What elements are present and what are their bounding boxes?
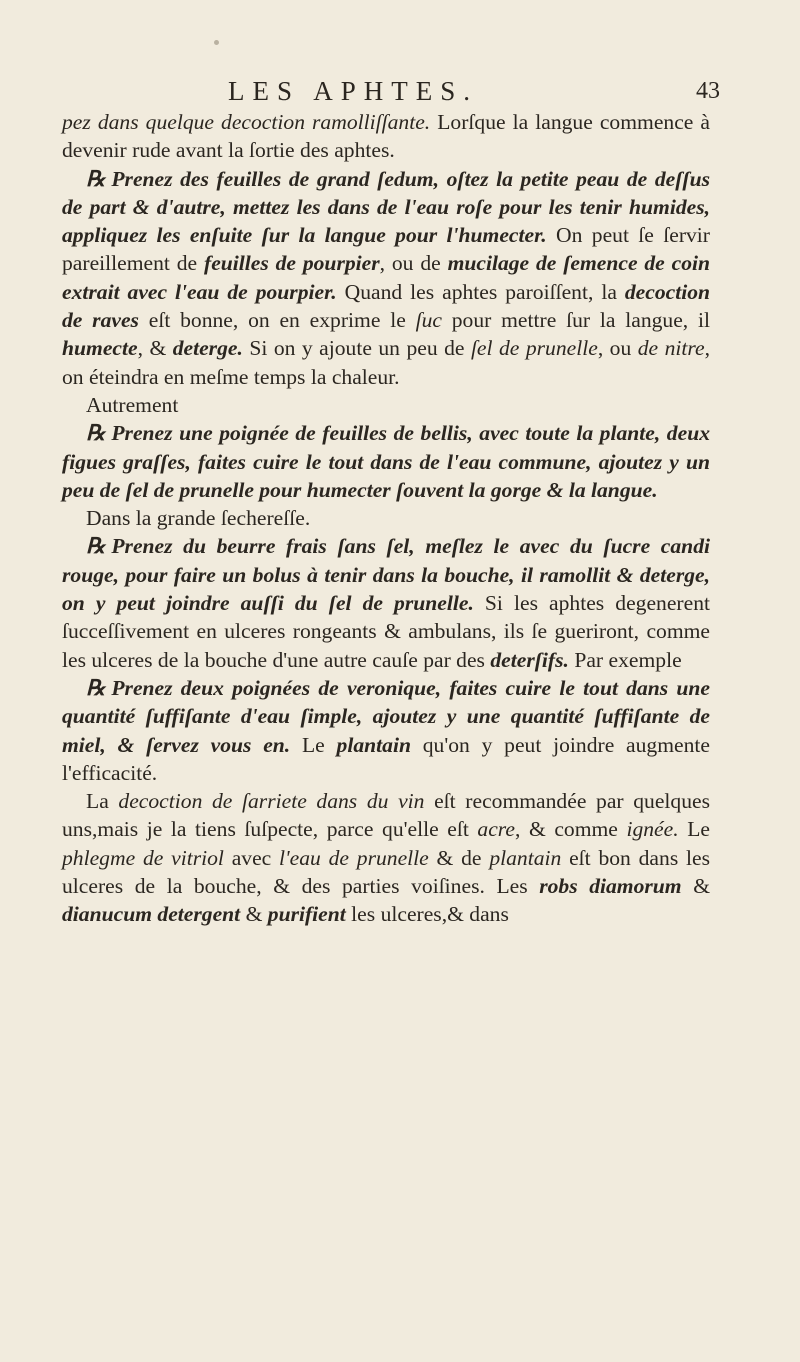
- italic-run: dianucum: [62, 902, 153, 927]
- italic-run: Prenez du beurre frais ſans ſel, meſlez le avec du ſucre candi rouge, pour faire un bolus à tenir dans la bouche, il ramollit & deterge, on y peut joindre auſſi du ſel de prunelle.: [62, 534, 710, 616]
- text-run: & de: [428, 845, 490, 870]
- italic-run: deterſifs.: [490, 647, 569, 672]
- paragraph: [62, 108, 710, 165]
- text-run: &: [681, 874, 710, 899]
- running-head: LES APHTES.: [228, 76, 479, 106]
- page-header: [210, 72, 720, 112]
- text-run: eſt bonne, on en exprime le: [138, 308, 416, 333]
- text-run: avec: [223, 845, 280, 870]
- text-run: eſt recommandée par quelques uns,mais je la tiens ſuſpecte, parce qu'elle eſt: [62, 789, 710, 842]
- paragraph: [62, 787, 710, 928]
- text-run: pour mettre ſur la langue, il: [441, 308, 710, 333]
- italic-run: feuilles de pourpier: [204, 251, 380, 276]
- text-run: les ulceres,& dans: [345, 902, 509, 927]
- italic-run: de nitre: [637, 336, 705, 361]
- italic-run: Prenez deux poignées de veronique, faites cuire le tout dans une quantité ſuffiſante d'eau ſimple, ajoutez y une quantité ſuffiſante de miel, & ſervez vous en.: [62, 675, 710, 757]
- text-run: Autrement: [86, 392, 179, 417]
- text-run: , ou de: [379, 251, 448, 276]
- paragraph: [62, 674, 710, 787]
- italic-run: decoction de ſarriete dans du vin: [118, 789, 425, 814]
- paragraph: [62, 419, 710, 504]
- italic-run: robs diamorum: [539, 874, 682, 899]
- page-number: 43: [696, 78, 720, 104]
- italic-run: acre: [477, 817, 515, 842]
- italic-run: Prenez des feuilles de grand ſedum, oſtez la petite peau de deſſus de part & d'autre, mettez les dans de l'eau roſe pour les tenir humides, appliquez les enſuite ſur la langue pour l'humecter.: [62, 166, 710, 248]
- recipe-symbol: ℞: [86, 421, 106, 446]
- italic-run: plantain: [336, 732, 411, 757]
- italic-run: pez dans quelque decoction ramolliſſante.: [62, 110, 431, 134]
- italic-run: decoction de raves: [62, 279, 711, 333]
- recipe-symbol: ℞: [86, 166, 106, 191]
- recipe-symbol: ℞: [86, 534, 106, 559]
- body-text: [62, 108, 710, 929]
- text-run: &: [240, 902, 268, 927]
- text-run: Quand les aphtes paroiſſent, la: [336, 279, 625, 304]
- italic-run: plantain: [489, 845, 562, 870]
- italic-run: purifient: [267, 902, 346, 927]
- italic-run: l'eau de prunelle: [279, 845, 429, 870]
- text-run: Par exemple: [568, 647, 682, 672]
- text-run: La: [86, 789, 119, 814]
- italic-run: detergent: [157, 902, 241, 927]
- text-run: eſt bon dans les ulceres de la bouche, & des parties voiſines. Les: [62, 845, 710, 899]
- italic-run: ſel de prunelle: [470, 336, 598, 361]
- paragraph: [62, 165, 710, 391]
- paragraph: [62, 391, 710, 419]
- italic-run: humecte: [62, 336, 138, 361]
- recipe-symbol: ℞: [86, 675, 106, 700]
- italic-run: ignée.: [626, 817, 679, 842]
- italic-run: phlegme de vitriol: [62, 845, 224, 870]
- paragraph: [62, 504, 710, 532]
- page-speck: [214, 40, 219, 45]
- text-run: Si on y ajoute un peu de: [242, 336, 471, 361]
- italic-run: mucilage de ſemence de coin extrait avec l'eau de pourpier.: [62, 251, 710, 304]
- text-run: On peut ſe ſervir pareillement de: [62, 223, 710, 276]
- text-run: qu'on y peut joindre augmente l'efficacité.: [62, 732, 710, 785]
- italic-run: Prenez une poignée de feuilles de bellis, avec toute la plante, deux figues graſſes, faites cuire le tout dans de l'eau commune, ajoutez y un peu de ſel de prunelle pour humecter ſouvent la gorge & la langue.: [62, 421, 710, 502]
- italic-run: ſuc: [415, 308, 442, 333]
- text-run: , ou: [597, 336, 638, 361]
- text-run: Le: [678, 817, 710, 842]
- paragraph: [62, 532, 710, 673]
- text-run: , &: [137, 336, 173, 361]
- text-run: , & comme: [515, 817, 627, 842]
- text-run: Le: [290, 732, 337, 757]
- text-run: , on éteindra en meſme temps la chaleur.: [62, 336, 710, 389]
- text-run: Si les aphtes degenerent ſucceſſivement en ulceres rongeants & ambulans, ils ſe gueriront, comme les ulceres de la bouche d'une autre cauſe par des: [62, 591, 710, 672]
- italic-run: deterge.: [172, 336, 243, 361]
- text-run: Dans la grande ſechereſſe.: [86, 506, 311, 531]
- text-run: Lorſque la langue commence à devenir rude avant la ſortie des aphtes.: [62, 110, 710, 163]
